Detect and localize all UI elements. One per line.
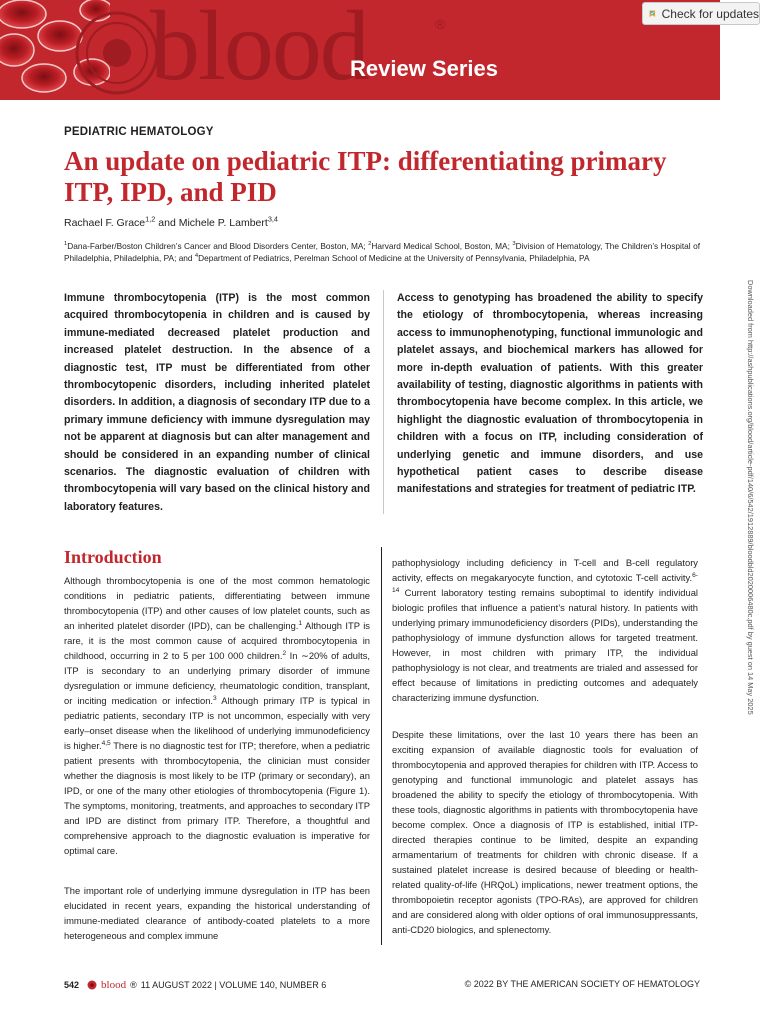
blood-drop-icon [87,980,97,990]
registered-mark: ® [130,980,137,990]
citation-mark: 1 [298,619,303,627]
body-paragraph: Although thrombocytopenia is one of the most common hematologic conditions in pediatric patients, differentiating between immune thrombocytopenia (ITP) and other causes of low platelet counts, such as an inherited platelet disorder (IPD), can be challenging.$^1$ Although ITP is rare, it is the most common cause of acquired thrombocytopenia in childhood, occurring in 2 to 5 per 100 000 children.$^2$ In ∼20% of adults, ITP is secondary to an underlying primary disorder of immune dysregulation or immune deficiency, rheumatologic condition, transplant, or inciting medication or infection.$^3$ Although primary ITP is typical in pediatric patients, secondary ITP is not uncommon, especially with very early–onset disease when the likelihood of underlying immunodeficiency is higher.$^{4,5}$ There is no diagnostic test for ITP; therefore, when a pediatric patient presents with thrombocytopenia, the clinician must consider whether the diagnosis is most likely to be ITP (primary or secondary), an IPD, or one of the many other etiologies of thrombocytopenia (Figure 1). The symptoms, monitoring, treatments, and approaches to secondary ITP and IPD are distinct from primary ITP. Therefore, a thoughtful and comprehensive approach to the diagnostic evaluation is imperative for optimal care. [64,575,370,856]
journal-logo: blood [150,0,368,100]
page-number: 542 [64,980,80,990]
abstract-right: Access to genotyping has broadened the ability to specify the etiology of thrombocytopenia, whereas increasing access to immunophenotyping, functional immunologic and platelet assays, and biochemical markers has allowed for more in-depth evaluation of patients. With this greater availability of testing, diagnostic algorithms in patients with thrombocytopenia have become complex. In this article, we highlight the diagnostic evaluation of thrombocytopenia in children with a focus on ITP, including consideration of underlying genetic and immune disorders, and use hypothetical patient cases to describe disease manifestations and strategies for treatment of pediatric ITP. [397,292,703,496]
abstract-divider [383,290,384,514]
affiliation-mark: 3 [512,241,516,248]
affiliations [64,240,700,264]
download-stamp-text: Downloaded from http://ashpublications.org/blood/article-pdf/140/6/542/1912889/bloodbld2020006480c.pdf by guest on 14 May 2025 [746,280,755,715]
author-name: Rachael F. Grace [64,217,146,229]
author-affiliation-mark: 1,2 [145,214,156,224]
journal-banner [0,0,720,100]
issue-info: 11 AUGUST 2022 | VOLUME 140, NUMBER 6 [140,980,327,990]
author-list [64,214,279,229]
crossmark-icon [649,6,656,22]
column-divider [381,547,382,945]
citation-mark: 2 [282,649,287,657]
affiliation-mark: 4 [194,253,199,260]
author-affiliation-mark: 3,4 [267,214,279,224]
article-title: An update on pediatric ITP: differentiating primary ITP, IPD, and PID [64,146,667,207]
body-paragraph: pathophysiology including deficiency in T-cell and B-cell regulatory activity, effects on megakaryocyte function, and cytotoxic T-cell activity.$^{6-14}$ Current laboratory testing remains suboptimal to identify individual biologic profiles that influence a patient’s natural history. In patients with underlying primary immunodeficiency disorders (PIDs), understanding the pathophysiology of immune dysfunction allows for targeted treatment. However, in most children with primary ITP, the individual pathophysiology is not clear, and treatments are trialed and assessed for effect because of limitations in predicting outcomes and adequately characterizing immune dysfunction. [392,557,698,703]
affiliation-text: Division of Hematology, The Children’s Hospital of Philadelphia, Philadelphia, PA; and [64,241,701,263]
society-seal-icon [72,8,162,98]
introduction-heading: Introduction [64,547,162,567]
download-stamp [743,280,755,750]
copyright: © 2022 BY THE AMERICAN SOCIETY OF HEMATOLOGY [464,979,700,989]
affiliation-mark: 2 [368,241,372,248]
author-name: Michele P. Lambert [178,217,268,229]
author-joiner: and [155,217,179,229]
footer-journal-logo: blood [101,979,127,991]
body-paragraph: Despite these limitations, over the last 10 years there has been an exciting expansion of available diagnostic tools for evaluation of thrombocytopenia and approved therapies for children with ITP. Access to genotyping and functional immunologic and platelet assays has broadened the ability to specify the etiology of thrombocytopenia. With these tools, diagnostic algorithms in patients with thrombocytopenia have become complex. Once a diagnosis of ITP is established, initial ITP-directed therapies continue to be limited, despite an expanding armamentarium of treatments for children with chronic disease. If a sustained platelet increase is desired because of bleeding or health-related quality-of-life (HRQoL) implications, newer treatment options, the thrombopoietin receptor agonists (TPO-RAs), are approved for children and are considered along with older options of oral immunosuppressants, anti-CD20 biologics, and splenectomy. [392,729,698,935]
citation-mark: 4,5 [101,739,111,747]
check-for-updates-button[interactable] [642,2,760,25]
check-for-updates-label: Check for updates [661,6,759,21]
citation-mark: 3 [213,694,217,702]
section-label: PEDIATRIC HEMATOLOGY [64,126,214,138]
affiliation-text: Dana-Farber/Boston Children’s Cancer and Blood Disorders Center, Boston, MA; [67,241,369,251]
affiliation-text: Harvard Medical School, Boston, MA; [371,241,513,251]
body-paragraph: The important role of underlying immune dysregulation in ITP has been elucidated in recent years, expanding the historical understanding of immune-mediated clearance of antibody-coated platelets to a more heterogeneous and complex immune [64,885,370,941]
citation-mark: 6-14 [392,571,698,594]
affiliation-text: Department of Pediatrics, Perelman School of Medicine at the University of Pennsylvania, Philadelphia, PA [198,253,590,263]
series-label: Review Series [350,56,498,81]
footer-left [64,979,326,991]
abstract-left: Immune thrombocytopenia (ITP) is the most common acquired thrombocytopenia in children and is caused by immune-mediated decreased platelet production and increased platelet destruction. In the absence of a diagnostic test, ITP must be differentiated from other thrombocytopenic disorders, including inherited platelet disorders. In addition, a diagnosis of secondary ITP due to a primary immune deficiency with immune dysregulation may not be apparent at diagnosis but can alter management and should be considered in an expanding number of clinical scenarios. The diagnostic evaluation of children with thrombocytopenia will vary based on the clinical history and laboratory features. [64,292,370,513]
registered-mark: ® [435,16,446,32]
affiliation-mark: 1 [64,241,68,248]
